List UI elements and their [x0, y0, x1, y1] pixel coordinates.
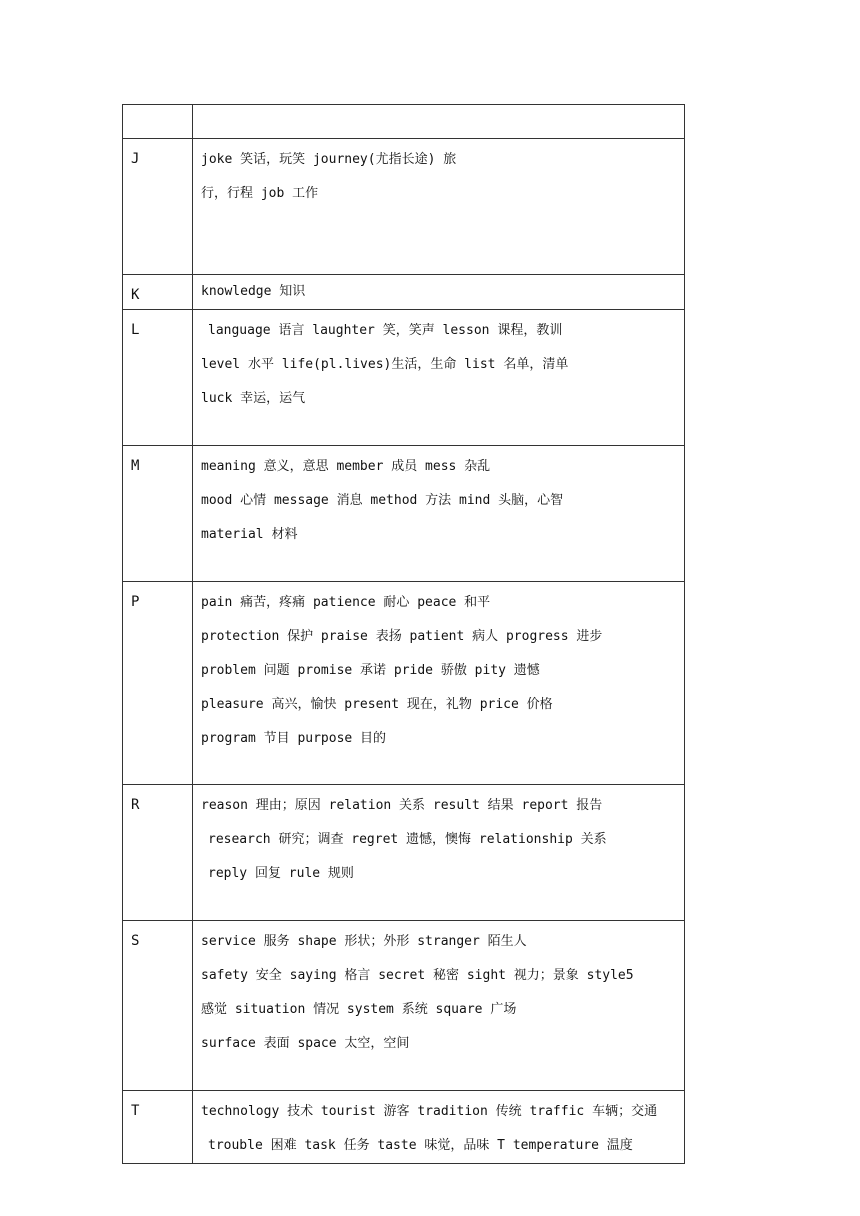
words-cell	[193, 310, 685, 446]
word-line: trouble 困难 task 任务 taste 味觉，品味 T temperature 温度	[208, 1138, 633, 1153]
word-line: safety 安全 saying 格言 secret 秘密 sight 视力；景象 style5	[201, 968, 634, 983]
words-cell	[193, 582, 685, 785]
letter-cell	[123, 582, 193, 785]
word-line: pleasure 高兴，愉快 present 现在，礼物 price 价格	[201, 697, 553, 712]
table-row-p	[123, 582, 685, 785]
letter-cell	[123, 785, 193, 921]
word-line: problem 问题 promise 承诺 pride 骄傲 pity 遗憾	[201, 663, 540, 678]
table-row-header	[123, 105, 685, 139]
words-cell	[193, 275, 685, 310]
word-line: protection 保护 praise 表扬 patient 病人 progress 进步	[201, 629, 603, 644]
table-row-m	[123, 446, 685, 582]
letter-cell	[123, 139, 193, 275]
table-row-l	[123, 310, 685, 446]
word-line: reply 回复 rule 规则	[208, 866, 354, 881]
letter-label: L	[131, 322, 140, 338]
letter-label: T	[131, 1103, 140, 1119]
word-line: joke 笑话，玩笑 journey(尤指长途) 旅	[201, 152, 457, 167]
word-line: service 服务 shape 形状；外形 stranger 陌生人	[201, 934, 527, 949]
word-line: material 材料	[201, 527, 298, 542]
word-line: meaning 意义，意思 member 成员 mess 杂乱	[201, 459, 491, 474]
word-line: pain 痛苦，疼痛 patience 耐心 peace 和平	[201, 595, 491, 610]
letter-label: P	[131, 594, 140, 610]
letter-cell	[123, 446, 193, 582]
letter-cell	[123, 1091, 193, 1164]
table-row-r	[123, 785, 685, 921]
letter-label: J	[131, 151, 140, 167]
word-line: level 水平 life(pl.lives)生活，生命 list 名单，清单	[201, 357, 569, 372]
words-cell	[193, 921, 685, 1091]
table-row-j	[123, 139, 685, 275]
letter-label: S	[131, 933, 140, 949]
words-cell	[193, 446, 685, 582]
letter-label: M	[131, 458, 140, 474]
words-cell	[193, 1091, 685, 1164]
table-row-t	[123, 1091, 685, 1164]
word-line: technology 技术 tourist 游客 tradition 传统 traffic 车辆；交通	[201, 1104, 658, 1119]
word-line: 行，行程 job 工作	[201, 186, 319, 201]
letter-cell	[123, 105, 193, 139]
table-row-k	[123, 275, 685, 310]
letter-label: K	[131, 287, 140, 303]
word-line: surface 表面 space 太空，空间	[201, 1036, 410, 1051]
word-line: luck 幸运，运气	[201, 391, 306, 406]
word-line: mood 心情 message 消息 method 方法 mind 头脑，心智	[201, 493, 564, 508]
word-line: knowledge 知识	[201, 284, 306, 299]
words-cell	[193, 139, 685, 275]
word-line: 感觉 situation 情况 system 系统 square 广场	[201, 1002, 517, 1017]
vocabulary-table	[122, 104, 685, 1164]
letter-cell	[123, 310, 193, 446]
letter-label: R	[131, 797, 140, 813]
word-line: program 节目 purpose 目的	[201, 731, 387, 746]
word-line: reason 理由；原因 relation 关系 result 结果 report 报告	[201, 798, 603, 813]
words-cell	[193, 785, 685, 921]
words-cell	[193, 105, 685, 139]
table-row-s	[123, 921, 685, 1091]
word-line: research 研究；调查 regret 遗憾，懊悔 relationship 关系	[208, 832, 607, 847]
letter-cell	[123, 275, 193, 310]
letter-cell	[123, 921, 193, 1091]
word-line: language 语言 laughter 笑，笑声 lesson 课程，教训	[208, 323, 563, 338]
